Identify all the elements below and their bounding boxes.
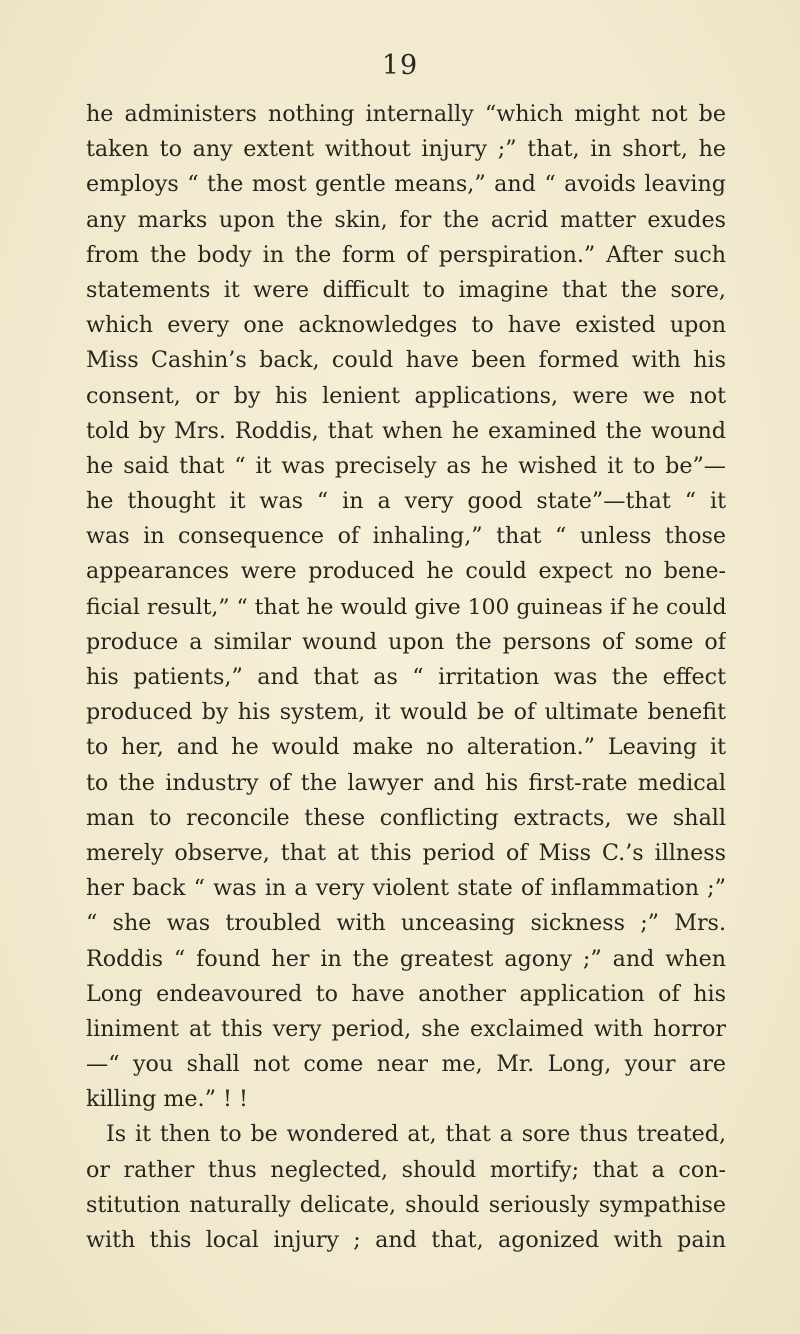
body-text: [86, 97, 726, 1258]
text-line: Roddis “ found her in the greatest agony ;” and when: [86, 945, 726, 972]
text-line: Miss Cashin’s back, could have been formed with his: [86, 347, 726, 374]
text-line: appearances were produced he could expect no bene-: [86, 558, 726, 585]
text-line: he administers nothing internally “which might not be: [86, 101, 726, 127]
text-line: which every one acknowledges to have existed upon: [86, 312, 726, 339]
text-line: merely observe, that at this period of Miss C.’s illness: [86, 839, 726, 866]
text-line: statements it were difficult to imagine that the sore,: [86, 276, 726, 303]
text-line: told by Mrs. Roddis, that when he examined the wound: [86, 417, 726, 444]
text-line: to the industry of the lawyer and his first-rate medical: [86, 769, 726, 796]
text-line: ficial result,” “ that he would give 100 guineas if he could: [86, 594, 726, 620]
text-line: any marks upon the skin, for the acrid matter exudes: [86, 206, 726, 233]
text-line: man to reconcile these conflicting extracts, we shall: [86, 804, 726, 831]
text-line: Long endeavoured to have another application of his: [86, 980, 726, 1007]
text-line: “ she was troubled with unceasing sickness ;” Mrs.: [86, 910, 726, 937]
text-line: to her, and he would make no alteration.” Leaving it: [86, 734, 726, 761]
text-line: he thought it was “ in a very good state”—that “ it: [86, 488, 726, 515]
text-line: from the body in the form of perspiration.” After such: [86, 241, 726, 268]
text-line: taken to any extent without injury ;” that, in short, he: [86, 136, 726, 163]
text-line: —“ you shall not come near me, Mr. Long, your are: [86, 1051, 726, 1078]
text-line: was in consequence of inhaling,” that “ unless those: [86, 523, 726, 550]
text-line: liniment at this very period, she exclaimed with horror: [86, 1015, 726, 1042]
text-line: with this local injury ; and that, agonized with pain: [86, 1227, 726, 1253]
text-line: his patients,” and that as “ irritation was the effect: [86, 664, 726, 690]
text-line: killing me.” ! !: [86, 1086, 248, 1113]
text-line: her back “ was in a very violent state of inflammation ;”: [86, 875, 726, 902]
paragraph-start-line: Is it then to be wondered at, that a sore thus treated,: [106, 1121, 726, 1148]
text-line: or rather thus neglected, should mortify; that a con-: [86, 1156, 726, 1183]
text-line: produce a similar wound upon the persons of some of: [86, 628, 726, 655]
text-line: he said that “ it was precisely as he wished it to be”—: [86, 452, 726, 479]
text-line: consent, or by his lenient applications, were we not: [86, 382, 726, 409]
text-line: employs “ the most gentle means,” and “ avoids leaving: [86, 171, 726, 198]
text-line: stitution naturally delicate, should seriously sympathise: [86, 1191, 726, 1218]
text-line: produced by his system, it would be of ultimate benefit: [86, 699, 726, 726]
page-number: 19: [381, 50, 419, 81]
